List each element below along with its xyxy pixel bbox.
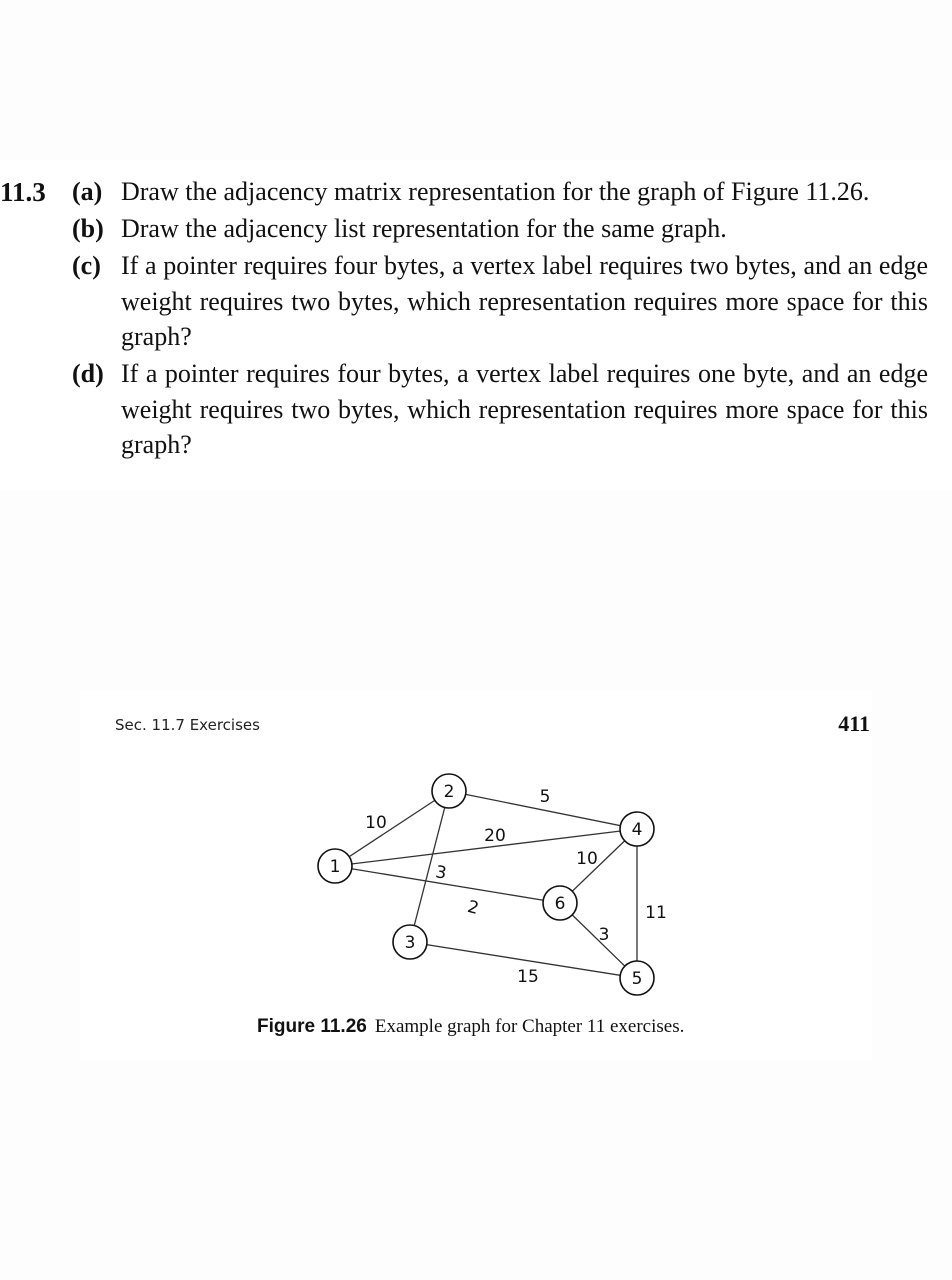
part-a-text: Draw the adjacency matrix representation for the graph of Figure 11.26.	[121, 177, 870, 206]
part-d-text: If a pointer requires four bytes, a vertex label requires one byte, and an edge weight requires two bytes, which representation requires more space for this graph?	[121, 359, 928, 459]
edge-weight-label: 3	[598, 925, 610, 945]
edge-weight-label: 3	[433, 862, 449, 884]
part-b-label: (b)	[72, 214, 104, 243]
running-head: Sec. 11.7 Exercises	[115, 716, 260, 734]
node-label: 6	[554, 894, 566, 914]
edge-weight-label: 5	[539, 787, 551, 807]
part-c-text: If a pointer requires four bytes, a vertex label requires two bytes, and an edge weight requires two bytes, which representation requires more space for this graph?	[121, 251, 928, 351]
node-label: 4	[631, 820, 643, 840]
graph-node-5	[620, 961, 654, 995]
part-c-label: (c)	[72, 251, 101, 280]
node-label: 3	[404, 933, 416, 953]
figure-caption-text: Example graph for Chapter 11 exercises.	[374, 1016, 685, 1037]
edge-weight-label: 10	[365, 813, 387, 833]
graph-node-2	[432, 774, 466, 808]
part-d-label: (d)	[72, 359, 104, 388]
edge-weight-label: 10	[576, 849, 598, 869]
part-b-text: Draw the adjacency list representation for the same graph.	[121, 214, 727, 243]
node-label: 1	[329, 857, 341, 877]
edge-weight-label: 20	[484, 826, 506, 846]
graph-node-1	[318, 849, 352, 883]
edge-weight-label: 11	[645, 903, 667, 923]
edge-weight-label: 2	[465, 896, 481, 920]
graph-node-4	[620, 812, 654, 846]
graph-edge-1-6	[335, 866, 560, 903]
figure-caption	[257, 1016, 684, 1038]
node-label: 2	[443, 782, 455, 802]
page-number: 411	[838, 711, 870, 736]
node-label: 5	[631, 969, 643, 989]
graph-node-3	[393, 925, 427, 959]
edge-weight-label: 15	[517, 967, 539, 987]
exercise-number: 11.3	[0, 177, 46, 207]
part-a-label: (a)	[72, 177, 103, 206]
figure-caption-label: Figure 11.26	[257, 1016, 367, 1037]
graph-node-6	[543, 886, 577, 920]
